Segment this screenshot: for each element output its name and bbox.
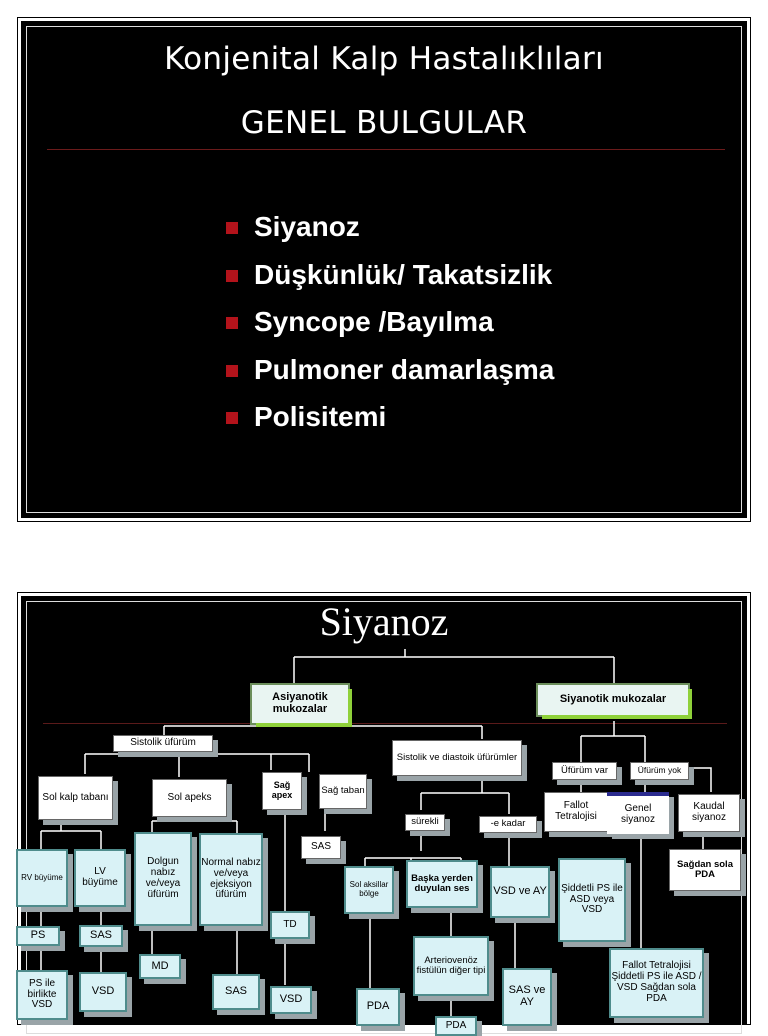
e-kadar-node: -e kadar bbox=[479, 816, 537, 833]
sas-node-2: SAS bbox=[79, 925, 123, 947]
vsd-node: VSD bbox=[79, 972, 127, 1012]
sas-ay-node: SAS ve AY bbox=[502, 968, 552, 1026]
pda-node: PDA bbox=[356, 988, 400, 1026]
siddetli-ps-node: Şiddetli PS ile ASD veya VSD bbox=[558, 858, 626, 942]
vsd-ay-node: VSD ve AY bbox=[490, 866, 550, 918]
lv-buyume-node: LV büyüme bbox=[74, 849, 126, 907]
asiyanotik-node: Asiyanotik mukozalar bbox=[252, 685, 348, 723]
vsd-node-2: VSD bbox=[270, 986, 312, 1014]
slide-title: Siyanoz bbox=[319, 599, 449, 644]
ufurum-yok-node: Üfürüm yok bbox=[630, 762, 689, 780]
bullet-square-icon bbox=[226, 365, 238, 377]
bullet-item: Pulmoner damarlaşma bbox=[226, 350, 554, 398]
bullet-square-icon bbox=[226, 412, 238, 424]
fallot-list-node: Fallot Tetralojisi Şiddetli PS ile ASD / VSD Sağdan sola PDA bbox=[609, 948, 704, 1018]
bullet-item: Düşkünlük/ Takatsizlik bbox=[226, 255, 554, 303]
siyanotik-node: Siyanotik mukozalar bbox=[538, 685, 688, 715]
rv-buyume-node: RV büyüme bbox=[16, 849, 68, 907]
sas-node: SAS bbox=[301, 836, 341, 859]
ps-ile-vsd-node: PS ile birlikte VSD bbox=[16, 970, 68, 1020]
fallot-node: Fallot Tetralojisi bbox=[544, 792, 608, 832]
title-divider bbox=[47, 149, 725, 150]
dolgun-nabiz-node: Dolgun nabız ve/veya üfürüm bbox=[134, 832, 192, 926]
pda-node-2: PDA bbox=[435, 1016, 477, 1036]
genel-siyanoz-node: Genel siyanoz bbox=[607, 792, 669, 834]
bullet-list bbox=[226, 207, 554, 445]
bullet-item: Siyanoz bbox=[226, 207, 554, 255]
sag-apex-node: Sağ apex bbox=[262, 772, 302, 810]
bullet-item: Polisitemi bbox=[226, 397, 554, 445]
sag-taban-node: Sağ taban bbox=[319, 774, 367, 809]
ps-node: PS bbox=[16, 926, 60, 946]
slide-1 bbox=[18, 18, 750, 521]
bullet-square-icon bbox=[226, 222, 238, 234]
slide-subtitle: GENEL BULGULAR bbox=[240, 105, 528, 141]
bullet-square-icon bbox=[226, 270, 238, 282]
surekli-node: sürekli bbox=[405, 814, 445, 831]
bullet-item: Syncope /Bayılma bbox=[226, 302, 554, 350]
sol-apeks-node: Sol apeks bbox=[152, 779, 227, 817]
arteriovenoz-node: Arteriovenöz fistülün diğer tipi bbox=[413, 936, 489, 996]
normal-nabiz-node: Normal nabız ve/veya ejeksiyon üfürüm bbox=[199, 833, 263, 926]
ufurum-var-node: Üfürüm var bbox=[552, 762, 617, 780]
td-node: TD bbox=[270, 911, 310, 939]
bullet-square-icon bbox=[226, 317, 238, 329]
sol-kalp-tabani-node: Sol kalp tabanı bbox=[38, 776, 113, 820]
kaudal-siyanoz-node: Kaudal siyanoz bbox=[678, 794, 740, 832]
slide-2 bbox=[18, 593, 750, 1031]
sagdan-sola-pda-node: Sağdan sola PDA bbox=[669, 849, 741, 891]
md-node: MD bbox=[139, 954, 181, 979]
sol-aksillar-node: Sol aksillar bölge bbox=[344, 866, 394, 914]
sistolik-ufurum-node: Sistolik üfürüm bbox=[113, 735, 213, 752]
sas-node-3: SAS bbox=[212, 974, 260, 1010]
baska-yerden-node: Başka yerden duyulan ses bbox=[406, 860, 478, 908]
sistolik-diastolik-node: Sistolik ve diastoik üfürümler bbox=[392, 740, 522, 776]
slide-title: Konjenital Kalp Hastalıklıları bbox=[164, 41, 604, 77]
